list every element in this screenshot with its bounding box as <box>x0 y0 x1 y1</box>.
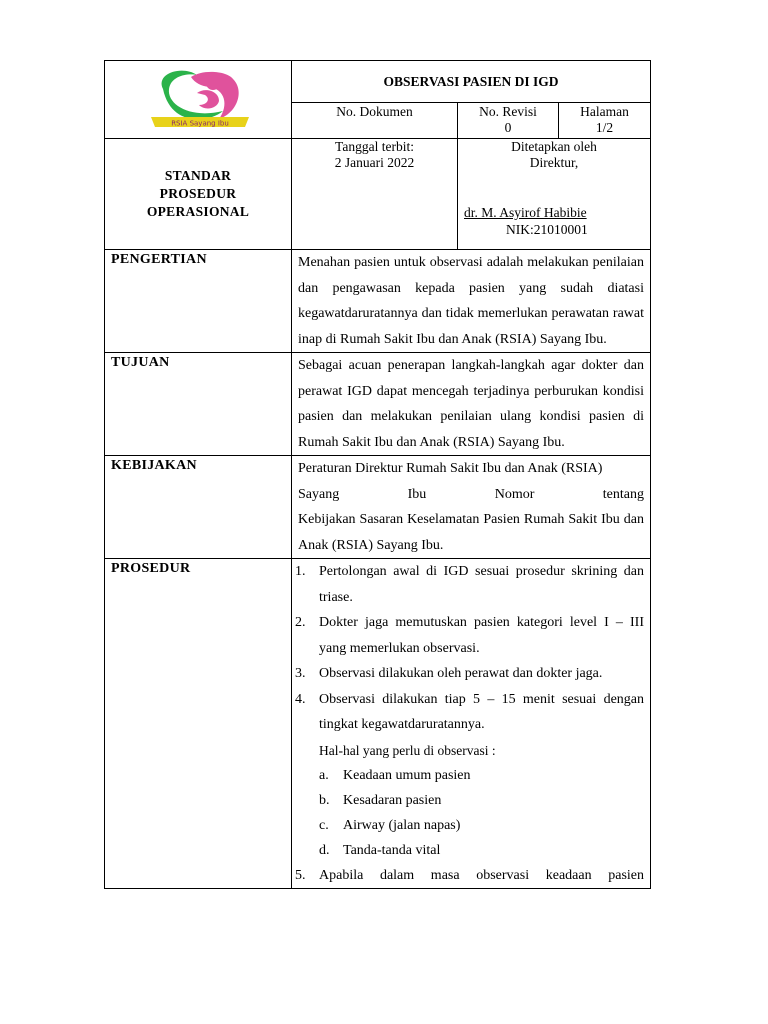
item-letter: d. <box>319 842 330 858</box>
halaman-label: Halaman <box>580 104 629 119</box>
row-tujuan <box>105 353 651 456</box>
prosedur-step <box>295 863 644 889</box>
kebijakan-line-2: Sayang Ibu Nomor tentang <box>298 486 644 502</box>
sop-line-1: STANDAR <box>164 168 232 183</box>
observasi-note: Hal-hal yang perlu di observasi : <box>319 742 496 758</box>
no-dokumen-cell <box>292 103 458 139</box>
prosedur-step <box>295 661 644 687</box>
step-text: Observasi dilakukan oleh perawat dan dokter jaga. <box>319 666 603 681</box>
document-title: OBSERVASI PASIEN DI IGD <box>292 61 651 103</box>
tanggal-terbit-cell <box>292 139 458 250</box>
item-letter: a. <box>319 767 329 783</box>
document-header-table <box>104 60 651 250</box>
observasi-item <box>319 763 644 788</box>
step-number: 4. <box>295 691 306 707</box>
prosedur-step <box>295 687 644 738</box>
observasi-item <box>319 813 644 838</box>
halaman-value: 1/2 <box>595 120 614 135</box>
row-kebijakan <box>105 456 651 559</box>
ditetapkan-cell <box>458 139 651 250</box>
tanggal-terbit-label: Tanggal terbit: <box>335 139 414 154</box>
observasi-items <box>298 763 644 863</box>
step-number: 3. <box>295 666 306 681</box>
observasi-item <box>319 788 644 813</box>
no-revisi-cell <box>458 103 559 139</box>
pengertian-text: Menahan pasien untuk observasi adalah melakukan penilaian dan pengawasan kepada pasien yang sudah diatasi kegawatdaruratannya dan tidak memerlukan perawatan rawat inap di Rumah Sakit Ibu dan Anak (RSIA) Sayang Ibu. <box>292 250 651 353</box>
step-number: 1. <box>295 564 306 579</box>
tujuan-text: Sebagai acuan penerapan langkah-langkah agar dokter dan perawat IGD dapat mencegah terjadinya perburukan kondisi pasien dan melakukan penilaian ulang kondisi pasien di Rumah Sakit Ibu dan Anak (RSIA) Sayang Ibu. <box>292 353 651 456</box>
item-text: Airway (jalan napas) <box>343 817 461 833</box>
sop-title-cell <box>105 139 292 250</box>
step-text: Pertolongan awal di IGD sesuai prosedur skrining dan triase. <box>319 564 644 605</box>
item-text: Kesadaran pasien <box>343 792 442 808</box>
tanggal-terbit-value: 2 Januari 2022 <box>334 155 415 170</box>
sop-line-2: PROSEDUR <box>159 186 237 201</box>
step-number: 2. <box>295 615 306 630</box>
item-letter: b. <box>319 792 330 808</box>
item-letter: c. <box>319 817 329 833</box>
step-text: Dokter jaga memutuskan pasien kategori level I – III yang memerlukan observasi. <box>319 615 644 656</box>
director-name: dr. M. Asyirof Habibie <box>464 205 587 220</box>
sop-document <box>104 60 650 889</box>
kebijakan-line-1: Peraturan Direktur Rumah Sakit Ibu dan Anak (RSIA) <box>298 461 603 476</box>
logo-text: RSIA Sayang Ibu <box>171 119 229 128</box>
rsia-logo <box>105 61 292 138</box>
ditetapkan-line-2: Direktur, <box>529 155 579 170</box>
no-revisi-value: 0 <box>504 120 512 135</box>
pengertian-label: PENGERTIAN <box>105 250 292 353</box>
no-revisi-label: No. Revisi <box>479 104 537 119</box>
row-prosedur <box>105 559 651 889</box>
sop-line-3: OPERASIONAL <box>146 204 250 219</box>
item-text: Keadaan umum pasien <box>343 767 471 783</box>
prosedur-label: PROSEDUR <box>105 559 292 889</box>
observasi-item <box>319 838 644 863</box>
kebijakan-label: KEBIJAKAN <box>105 456 292 559</box>
step-number: 5. <box>295 867 306 883</box>
kebijakan-text <box>292 456 651 559</box>
kebijakan-line-3: Kebijakan Sasaran Keselamatan Pasien Rumah Sakit Ibu dan Anak (RSIA) Sayang Ibu. <box>298 512 644 553</box>
prosedur-steps-continued <box>295 863 644 889</box>
prosedur-step <box>295 610 644 661</box>
prosedur-content <box>292 559 651 889</box>
director-nik: NIK:21010001 <box>506 222 588 237</box>
halaman-cell <box>559 103 651 139</box>
step-text: Apabila dalam masa observasi keadaan pasien <box>319 867 644 883</box>
item-text: Tanda-tanda vital <box>343 842 441 858</box>
prosedur-step <box>295 559 644 610</box>
no-dokumen-label: No. Dokumen <box>336 104 413 119</box>
tujuan-label: TUJUAN <box>105 353 292 456</box>
sop-content-table <box>104 249 651 889</box>
logo-cell <box>105 61 292 139</box>
row-pengertian <box>105 250 651 353</box>
ditetapkan-line-1: Ditetapkan oleh <box>511 139 597 154</box>
step-text: Observasi dilakukan tiap 5 – 15 menit sesuai dengan tingkat kegawatdaruratannya. <box>319 691 644 732</box>
prosedur-steps <box>295 559 644 738</box>
